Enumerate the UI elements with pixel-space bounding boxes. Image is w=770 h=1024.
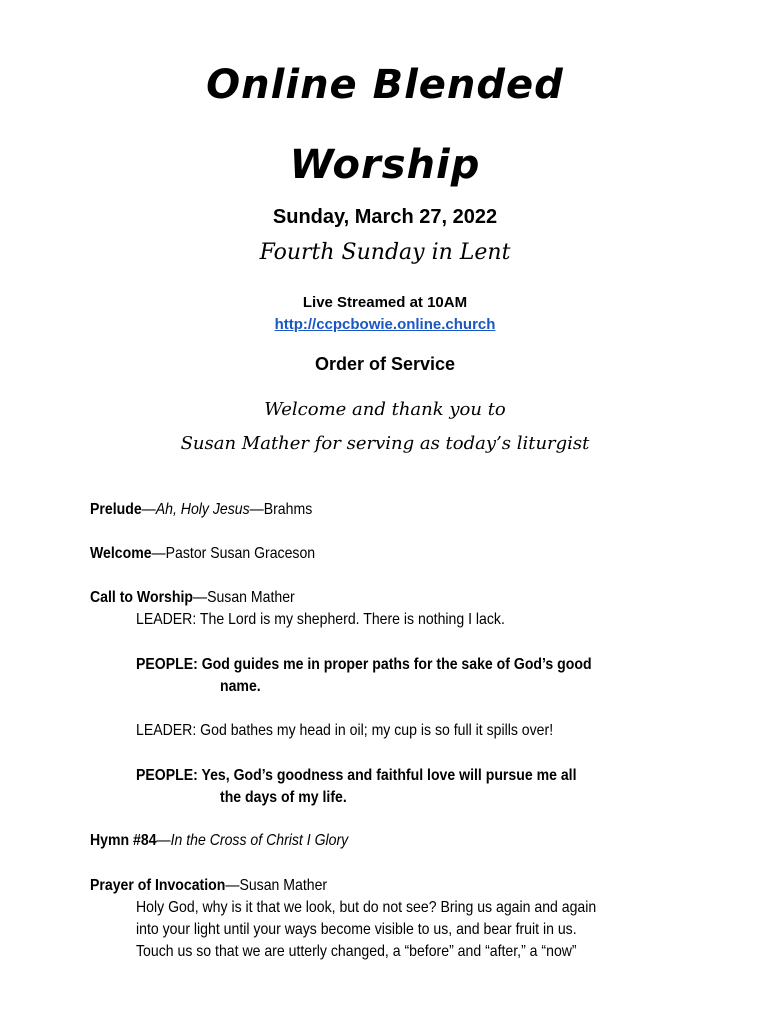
call-people-line-1b: name. <box>220 678 261 695</box>
prelude-dash: — <box>141 501 156 518</box>
stream-link[interactable]: http://ccpcbowie.online.church <box>274 316 496 333</box>
hymn-dash: — <box>156 832 171 849</box>
welcome-note-line-2: Susan Mather for serving as today’s liturgist <box>180 433 590 454</box>
prayer-text-line-2: into your light until your ways become visible to us, and bear fruit in us. <box>136 921 577 938</box>
hymn-title: In the Cross of Christ I Glory <box>170 832 349 849</box>
welcome-label: Welcome <box>90 545 152 562</box>
hymn-item <box>90 830 348 852</box>
call-leader-line-1: LEADER: The Lord is my shepherd. There is nothing I lack. <box>136 611 505 628</box>
call-people-line-2a: PEOPLE: Yes, God’s goodness and faithful love will pursue me all <box>136 767 577 784</box>
call-label: Call to Worship <box>90 589 194 606</box>
prayer-item <box>90 875 327 897</box>
hymn-label: Hymn #84 <box>90 832 157 849</box>
call-leader: Susan Mather <box>207 589 295 606</box>
call-people-line-2b: the days of my life. <box>220 789 347 806</box>
prayer-dash: — <box>225 877 240 894</box>
welcome-leader: Pastor Susan Graceson <box>165 545 316 562</box>
service-date: Sunday, March 27, 2022 <box>272 206 498 228</box>
prayer-text-line-3: Touch us so that we are utterly changed, a “before” and “after,” a “now” <box>136 943 577 960</box>
prelude-label: Prelude <box>90 501 142 518</box>
live-stream-time: Live Streamed at 10AM <box>302 294 468 311</box>
order-of-service-heading: Order of Service <box>314 354 456 374</box>
stream-link-line <box>0 316 770 333</box>
call-people-line-1a: PEOPLE: God guides me in proper paths for the sake of God’s good <box>136 656 592 673</box>
title-line-2: Worship <box>289 142 481 188</box>
title-line-1: Online Blended <box>206 62 564 108</box>
prayer-leader: Susan Mather <box>239 877 328 894</box>
welcome-note-line-1: Welcome and thank you to <box>264 399 506 420</box>
call-dash: — <box>193 589 208 606</box>
prelude-dash-2: — <box>249 501 264 518</box>
prelude-title: Ah, Holy Jesus <box>155 501 250 518</box>
welcome-dash: — <box>151 545 166 562</box>
prelude-composer: Brahms <box>263 501 313 518</box>
prelude-item <box>90 499 312 521</box>
call-leader-line-2: LEADER: God bathes my head in oil; my cup is so full it spills over! <box>136 722 554 739</box>
occasion: Fourth Sunday in Lent <box>259 240 511 265</box>
prayer-label: Prayer of Invocation <box>90 877 226 894</box>
prayer-text-line-1: Holy God, why is it that we look, but do not see? Bring us again and again <box>136 899 597 916</box>
welcome-item <box>90 543 315 565</box>
call-to-worship-item <box>90 587 295 609</box>
